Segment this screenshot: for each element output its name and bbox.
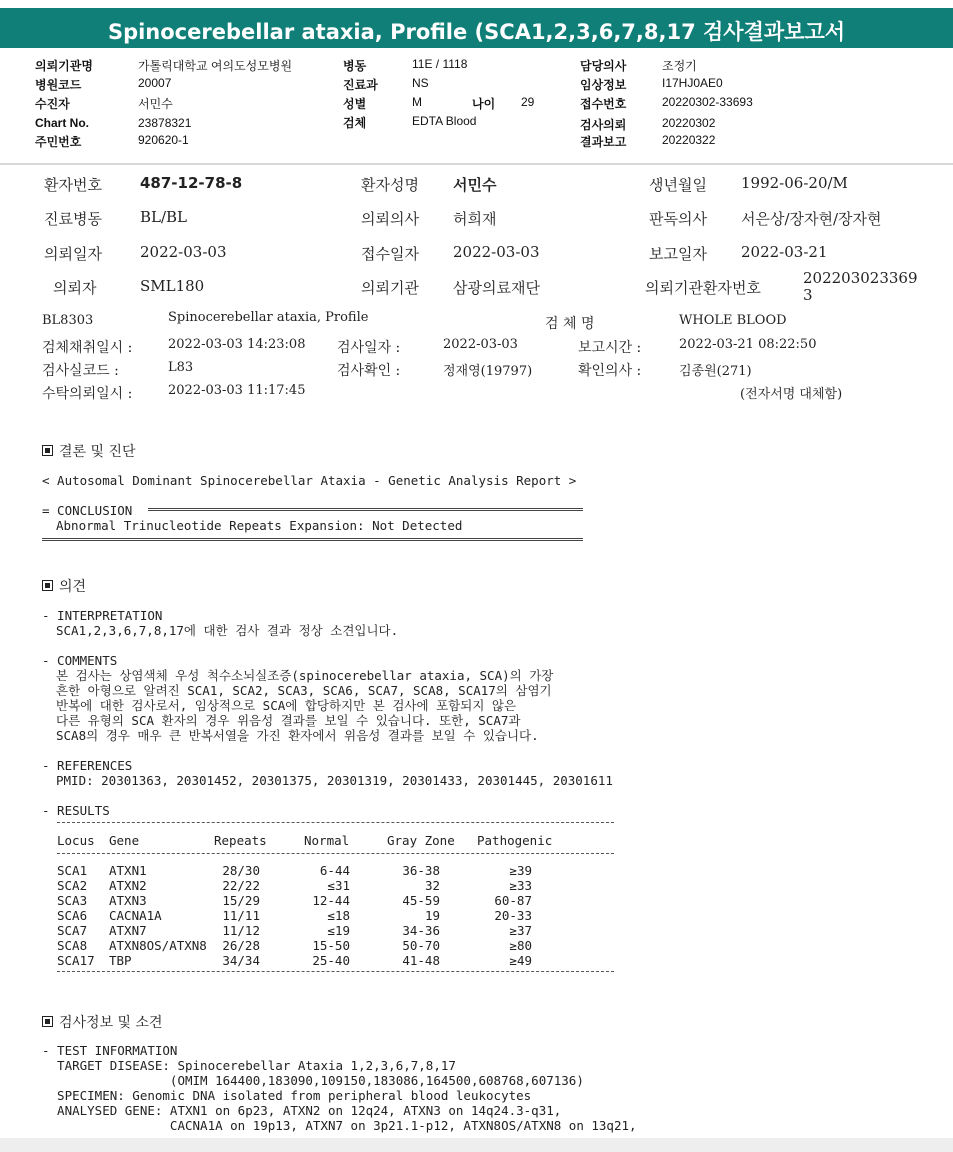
table-cell: ≥37 [509,923,532,938]
exam-value: 2022-03-21 08:22:50 [679,337,817,352]
table-cell: 11/12 [222,923,260,938]
section-heading-opinion: 의견 [42,576,86,596]
meta-key: 병동 [343,59,367,73]
meta-value: 가톨릭대학교 여의도성모병원 [138,59,293,73]
test-info-line: (OMIM 164400,183090,109150,183086,164500,608768,607136) [42,1073,584,1088]
patient-value: 2022-03-03 [140,243,227,261]
meta-key: 주민번호 [35,135,82,149]
table-cell: CACNA1A [109,908,162,923]
exam-key: 보고시간 : [578,340,642,356]
patient-key: 판독의사 [649,210,707,228]
meta-value: NS [412,76,429,90]
comment-line: 본 검사는 상염색체 우성 척수소뇌실조증(spinocerebellar ataxia, SCA)의 가장 [56,668,554,683]
table-header: Repeats [214,833,267,848]
meta-value: 11E / 1118 [412,57,468,71]
table-cell: 34/34 [222,953,260,968]
meta-value: 920620-1 [138,133,189,147]
table-cell: 25-40 [312,953,350,968]
meta-key: 진료과 [343,78,378,92]
patient-key: 보고일자 [649,245,707,263]
patient-value: 삼광의료재단 [453,279,540,297]
table-cell: SCA1 [57,863,88,878]
meta-key: 임상정보 [580,78,627,92]
table-header: Gene [109,833,140,848]
table-cell: ≥49 [509,953,532,968]
patient-key: 의뢰일자 [44,245,102,263]
exam-key: 검체채취일시 : [42,340,133,356]
exam-value: 김종원(271) [679,364,752,379]
meta-key: 의뢰기관명 [35,59,93,73]
test-info-line: CACNA1A on 19p13, ATXN7 on 3p21.1-p12, ATXN8OS/ATXN8 on 13q21, [42,1118,637,1133]
table-cell: 12-44 [312,893,350,908]
table-cell: SCA7 [57,923,88,938]
table-cell: 50-70 [402,938,440,953]
meta-key: 수진자 [35,97,70,111]
table-header: Gray Zone [387,833,455,848]
table-cell: 19 [424,908,440,923]
exam-key: 수탁의뢰일시 : [42,386,133,402]
table-cell: ≤31 [327,878,350,893]
table-cell: 11/11 [222,908,260,923]
patient-value: 허희재 [453,210,497,228]
table-rule [57,971,614,972]
table-rule [57,853,614,854]
exam-value: WHOLE BLOOD [679,313,787,328]
meta-value: 서민수 [138,97,173,111]
exam-value: L83 [168,360,194,375]
patient-value: 487-12-78-8 [140,174,243,192]
patient-key: 의뢰의사 [361,210,419,228]
meta-value: 23878321 [138,116,192,130]
patient-key: 진료병동 [44,210,102,228]
square-bullet-icon [42,445,53,456]
references-label: - REFERENCES [42,758,133,773]
meta-key: 나이 [472,97,496,111]
patient-value: 2022-03-21 [741,243,828,261]
table-cell: 28/30 [222,863,260,878]
exam-key: 검사실코드 : [42,363,119,379]
table-cell: 6-44 [319,863,350,878]
patient-value: BL/BL [140,208,188,226]
test-info-line: TARGET DISEASE: Spinocerebellar Ataxia 1,2,3,6,7,8,17 [42,1058,456,1073]
square-bullet-icon [42,1016,53,1027]
patient-value: 3 [803,286,813,304]
meta-value: 20220322 [662,133,716,147]
page-footer-bar [0,1138,953,1152]
table-cell: ATXN8OS/ATXN8 [109,938,207,953]
table-cell: SCA17 [57,953,95,968]
meta-value: 20220302 [662,116,716,130]
square-bullet-icon [42,580,53,591]
comment-line: 다른 유형의 SCA 환자의 경우 위음성 결과를 보일 수 있습니다. 또한, SCA7과 [56,713,521,728]
meta-key: 검사의뢰 [580,118,627,132]
table-cell: ATXN2 [109,878,147,893]
table-cell: 32 [424,878,440,893]
test-info-line: - TEST INFORMATION [42,1043,178,1058]
table-cell: ≥39 [509,863,532,878]
exam-key: 검 체 명 [545,316,595,332]
meta-value: 29 [521,95,535,109]
table-cell: ≥80 [509,938,532,953]
comment-line: 반복에 대한 검사로서, 임상적으로 SCA에 합당하지만 본 검사에 포함되지 않은 [56,698,517,713]
table-cell: 34-36 [402,923,440,938]
patient-value: 1992-06-20/M [741,174,848,192]
table-rule [57,822,614,823]
report-title: Spinocerebellar ataxia, Profile (SCA1,2,3,6,7,8,17 검사결과보고서 [107,20,846,44]
table-cell: SCA8 [57,938,88,953]
meta-value: M [412,95,422,109]
meta-key: 성별 [343,97,367,111]
table-cell: ATXN1 [109,863,147,878]
table-cell: ≥33 [509,878,532,893]
exam-key: 검사확인 : [337,363,401,379]
exam-code: BL8303 [42,313,94,328]
divider [0,163,953,165]
test-info-line: SPECIMEN: Genomic DNA isolated from peripheral blood leukocytes [42,1088,532,1103]
comments-label: - COMMENTS [42,653,118,668]
report-title-bar [0,0,953,48]
conclusion-text: Abnormal Trinucleotide Repeats Expansion: Not Detected [56,518,463,533]
esign-note: (전자서명 대체함) [740,387,843,402]
table-cell: 41-48 [402,953,440,968]
conclusion-label: = CONCLUSION [42,503,140,518]
results-label: - RESULTS [42,803,110,818]
table-cell: 20-33 [494,908,532,923]
table-cell: SCA3 [57,893,88,908]
table-cell: ATXN3 [109,893,147,908]
table-cell: 45-59 [402,893,440,908]
patient-key: 환자성명 [361,176,419,194]
exam-value: 2022-03-03 14:23:08 [168,337,306,352]
patient-value: 202203023369 [803,269,918,287]
patient-key: 환자번호 [44,176,102,194]
report-subtitle: < Autosomal Dominant Spinocerebellar Ataxia - Genetic Analysis Report > [42,473,577,488]
test-info-line: ANALYSED GENE: ATXN1 on 6p23, ATXN2 on 12q24, ATXN3 on 14q24.3-q31, [42,1103,562,1118]
exam-value: 2022-03-03 11:17:45 [168,383,306,398]
patient-key: 의뢰기관 [361,279,419,297]
comment-line: 흔한 아형으로 알려진 SCA1, SCA2, SCA3, SCA6, SCA7, SCA8, SCA17의 삼염기 [56,683,552,698]
section-heading-conclusion: 결론 및 진단 [42,441,136,461]
exam-value: 2022-03-03 [443,337,518,352]
table-cell: 15-50 [312,938,350,953]
exam-name: Spinocerebellar ataxia, Profile [168,310,369,325]
patient-key: 생년월일 [649,176,707,194]
double-rule [42,538,583,541]
section-heading-test-info: 검사정보 및 소견 [42,1012,163,1032]
interpretation-label: - INTERPRETATION [42,608,163,623]
meta-value: 조정기 [662,59,697,73]
references-text: PMID: 20301363, 20301452, 20301375, 20301319, 20301433, 20301445, 20301611 [56,773,613,788]
meta-key: Chart No. [35,116,89,130]
table-cell: 60-87 [494,893,532,908]
patient-value: 2022-03-03 [453,243,540,261]
meta-value: EDTA Blood [412,114,477,128]
patient-key: 의뢰기관환자번호 [645,279,761,297]
table-cell: 26/28 [222,938,260,953]
patient-value: SML180 [140,277,205,295]
table-cell: ATXN7 [109,923,147,938]
table-cell: TBP [109,953,132,968]
table-cell: SCA6 [57,908,88,923]
table-header: Pathogenic [477,833,553,848]
patient-value: 서은상/장자현/장자현 [741,210,882,228]
patient-name: 서민수 [453,176,497,194]
meta-key: 접수번호 [580,97,627,111]
double-rule [148,508,583,511]
exam-key: 확인의사 : [578,363,642,379]
table-cell: SCA2 [57,878,88,893]
patient-key: 의뢰자 [53,279,97,297]
meta-key: 결과보고 [580,135,627,149]
table-cell: ≤19 [327,923,350,938]
meta-key: 병원코드 [35,78,82,92]
table-header: Locus [57,833,95,848]
exam-key: 검사일자 : [337,340,401,356]
table-cell: ≤18 [327,908,350,923]
meta-value: 20007 [138,76,172,90]
table-cell: 22/22 [222,878,260,893]
table-cell: 15/29 [222,893,260,908]
patient-key: 접수일자 [361,245,419,263]
meta-value: I17HJ0AE0 [662,76,723,90]
comment-line: SCA8의 경우 매우 큰 반복서열을 가진 환자에서 위음성 결과를 보일 수 있습니다. [56,728,539,743]
interpretation-text: SCA1,2,3,6,7,8,17에 대한 검사 결과 정상 소견입니다. [56,623,399,638]
meta-key: 담당의사 [580,59,627,73]
meta-block [0,56,953,166]
table-cell: 36-38 [402,863,440,878]
table-header: Normal [304,833,350,848]
exam-value: 정재영(19797) [443,364,533,379]
meta-value: 20220302-33693 [662,95,753,109]
meta-key: 검체 [343,116,367,130]
